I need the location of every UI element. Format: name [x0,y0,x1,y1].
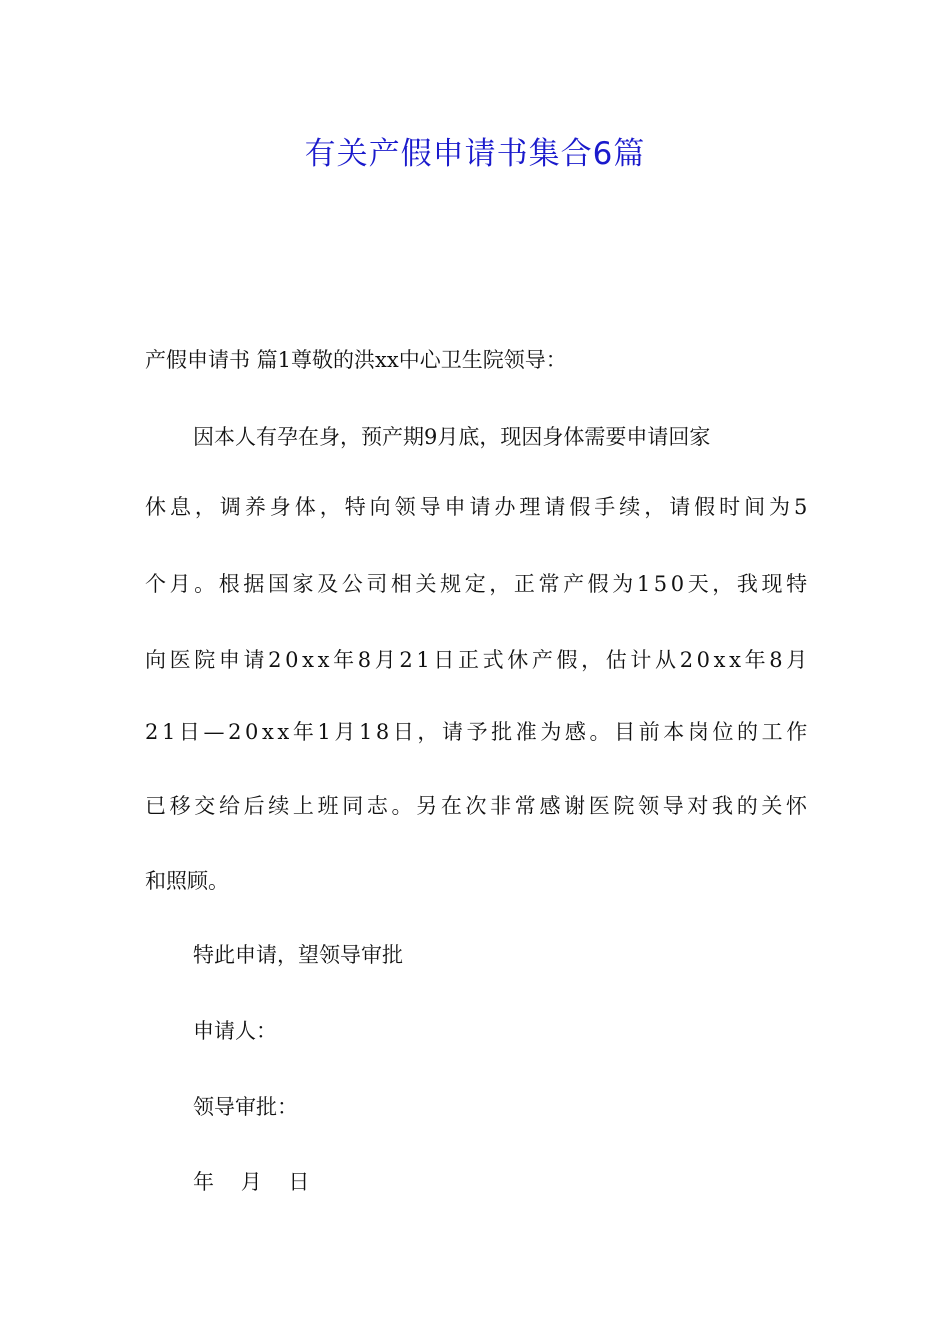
document-title: 有关产假申请书集合6篇 [304,136,646,172]
approval-label: 领导审批： [193,1095,298,1119]
paragraph-line: 和照顾。 [145,869,229,893]
paragraph-line: 21日—20xx年1月18日，请予批准为感。目前本岗位的工作 [145,720,811,744]
paragraph-line: 已移交给后续上班同志。另在次非常感谢医院领导对我的关怀 [145,794,811,818]
paragraph-line: 休息，调养身体，特向领导申请办理请假手续，请假时间为5 [145,495,812,519]
applicant-label: 申请人： [193,1019,277,1043]
closing-line: 特此申请，望领导审批 [193,943,403,967]
paragraph-line: 个月。根据国家及公司相关规定，正常产假为150天，我现特 [145,572,811,596]
date-line: 年 月 日 [193,1170,310,1194]
salutation-line: 产假申请书 篇1尊敬的洪xx中心卫生院领导： [145,348,567,372]
paragraph-line: 向医院申请20xx年8月21日正式休产假，估计从20xx年8月 [145,648,811,672]
paragraph-line: 因本人有孕在身，预产期9月底，现因身体需要申请回家 [193,425,711,449]
